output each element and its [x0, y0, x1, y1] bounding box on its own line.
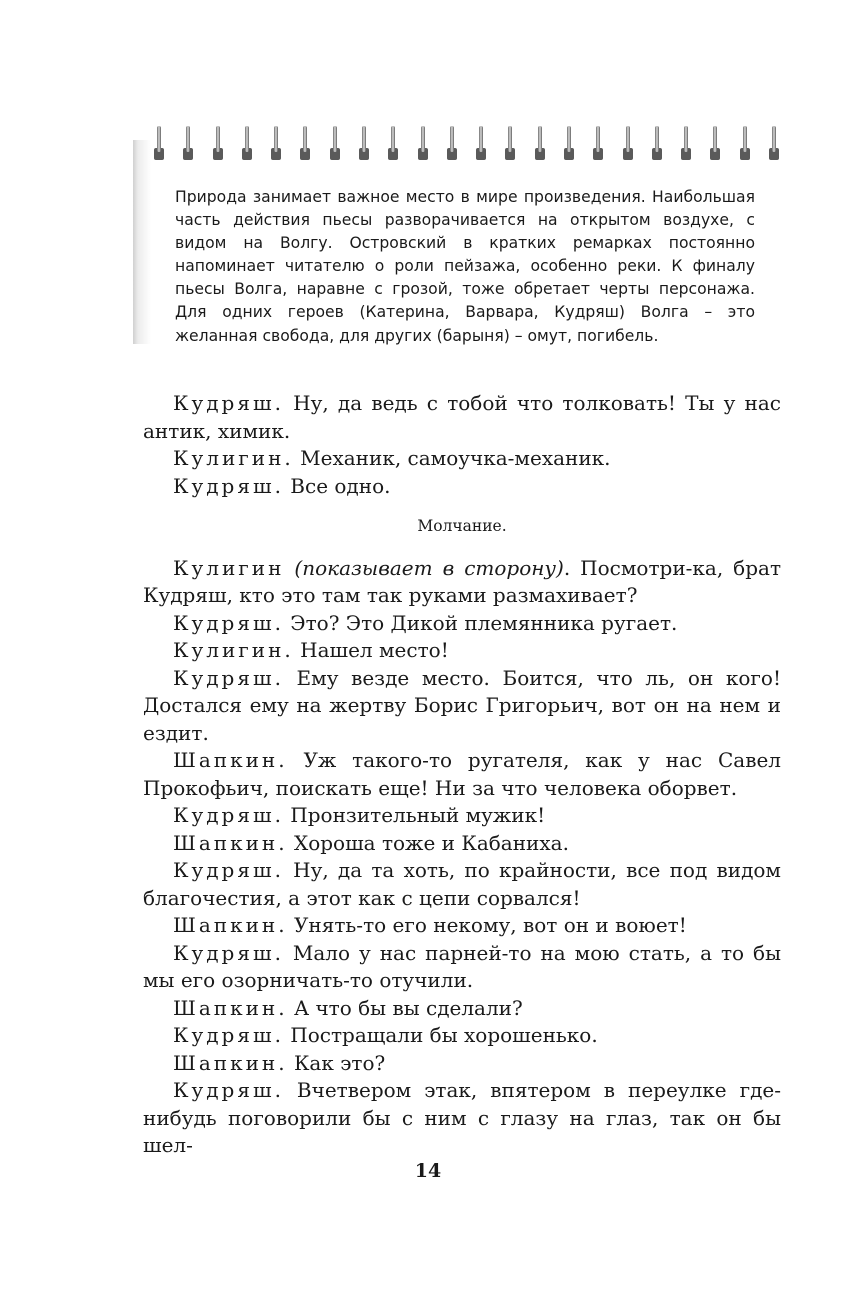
spiral-binding-ring-icon [271, 126, 281, 160]
spiral-binding-ring-icon [740, 126, 750, 160]
line-text: Хороша тоже и Кабаниха. [287, 830, 569, 855]
dialogue-line [143, 555, 781, 610]
dialogue-line [143, 665, 781, 748]
speaker-name: Кулигин. [173, 446, 294, 470]
dialogue-line [143, 912, 781, 940]
spiral-binding-ring-icon [418, 126, 428, 160]
speaker-name: Кудряш. [173, 391, 284, 415]
speaker-name: Кудряш. [173, 1078, 284, 1102]
dialogue-line [143, 802, 781, 830]
line-text: Это? Это Дикой племянника ругает. [283, 610, 678, 635]
speaker-name: Кудряш. [173, 1023, 284, 1047]
line-text: Унять-то его некому, вот он и воюет! [287, 913, 687, 937]
spiral-binding-ring-icon [183, 126, 193, 160]
spiral-binding-ring-icon [769, 126, 779, 160]
spiral-binding-ring-icon [593, 126, 603, 160]
speaker-name: Кулигин [173, 555, 285, 580]
speaker-name: Шапкин. [173, 748, 288, 772]
stage-direction: Молчание. [417, 517, 507, 535]
spiral-binding-ring-icon [535, 126, 545, 160]
dialogue-line [143, 637, 781, 665]
line-text: А что бы вы сделали? [287, 995, 523, 1020]
line-text: Как это? [287, 1050, 386, 1075]
line-text: . Посмотри-ка, брат Кудряш, кто это там так руками размахивает? [143, 555, 782, 607]
speaker-name: Шапкин. [173, 995, 288, 1020]
line-text: Мало у нас парней-то на мою стать, а то бы мы его озорничать-то отучили. [143, 940, 781, 992]
page-number: 14 [414, 1160, 442, 1182]
spiral-binding-ring-icon [710, 126, 720, 160]
speaker-name: Шапкин. [173, 1050, 288, 1075]
speaker-name: Кудряш. [173, 803, 284, 827]
dialogue-line [143, 830, 781, 858]
note-text: Природа занимает важное место в мире произведения. Наибольшая часть действия пьесы разворачивается на открытом воздухе, с видом на Волгу. Островский в кратких ремарках постоянно напоминает читателю о роли пейзажа, особенно реки. К финалу пьесы Волга, наравне с грозой, тоже обретает черты персонажа. Для одних героев (Катерина, Варвара, Кудряш) Волга – это желанная свобода, для других (барыня) – омут, погибель. [175, 188, 755, 345]
spiral-binding-ring-icon [652, 126, 662, 160]
info-note-box [133, 126, 781, 344]
spiral-binding-ring-icon [623, 126, 633, 160]
spiral-binding-ring-icon [300, 126, 310, 160]
line-text: Вчетвером этак, впятером в переулке где-нибудь поговорили бы с ним с глазу на глаз, так он бы шел- [143, 1078, 781, 1157]
dialogue-line [143, 1022, 781, 1050]
speaker-name: Кудряш. [173, 610, 284, 635]
spiral-binding-ring-icon [359, 126, 369, 160]
speaker-name: Кудряш. [173, 858, 284, 882]
speaker-name: Шапкин. [173, 913, 288, 937]
spiral-binding-ring-icon [242, 126, 252, 160]
spiral-binding-ring-icon [330, 126, 340, 160]
line-text: Механик, самоучка-механик. [293, 446, 611, 470]
speaker-name: Кудряш. [173, 473, 284, 498]
line-text: Пронзительный мужик! [283, 803, 546, 827]
dialogue-line [143, 610, 781, 638]
spiral-binding-ring-icon [564, 126, 574, 160]
spiral-binding-ring-icon [505, 126, 515, 160]
spiral-binding-ring-icon [388, 126, 398, 160]
dialogue-line [143, 857, 781, 912]
line-text: Ему везде место. Боится, что ль, он кого! Достался ему на жертву Борис Григорьич, вот он на нем и ездит. [143, 665, 781, 745]
speaker-name: Шапкин. [173, 830, 288, 855]
line-text: Все одно. [283, 473, 391, 498]
stage-remark: (показывает в сторону) [294, 555, 564, 580]
dialogue-line [143, 445, 781, 473]
line-text: Ну, да та хоть, по крайности, все под видом благочестия, а этот как с цепи сорвался! [143, 858, 781, 910]
spiral-binding-ring-icon [213, 126, 223, 160]
dialogue-line [143, 1050, 781, 1078]
line-text: Нашел место! [293, 638, 449, 662]
spiral-binding-ring-icon [681, 126, 691, 160]
spiral-binding-ring-icon [476, 126, 486, 160]
spiral-binding [154, 126, 779, 162]
line-text: Постращали бы хорошенько. [283, 1023, 598, 1047]
spiral-binding-ring-icon [447, 126, 457, 160]
speaker-name: Кудряш. [173, 665, 284, 690]
dialogue-line [143, 747, 781, 802]
line-text: Ну, да ведь с тобой что толковать! Ты у нас антик, химик. [143, 391, 781, 443]
dialogue-line [143, 473, 781, 501]
speaker-name: Кулигин. [173, 638, 294, 662]
dialogue-line [143, 940, 781, 995]
dialogue-line [143, 1077, 781, 1160]
play-text [143, 390, 781, 1160]
spiral-binding-ring-icon [154, 126, 164, 160]
dialogue-line [143, 390, 781, 445]
dialogue-line [143, 995, 781, 1023]
line-text: Уж такого-то ругателя, как у нас Савел Прокофьич, поискать еще! Ни за что человека оборвет. [143, 748, 781, 800]
speaker-name: Кудряш. [173, 940, 284, 965]
